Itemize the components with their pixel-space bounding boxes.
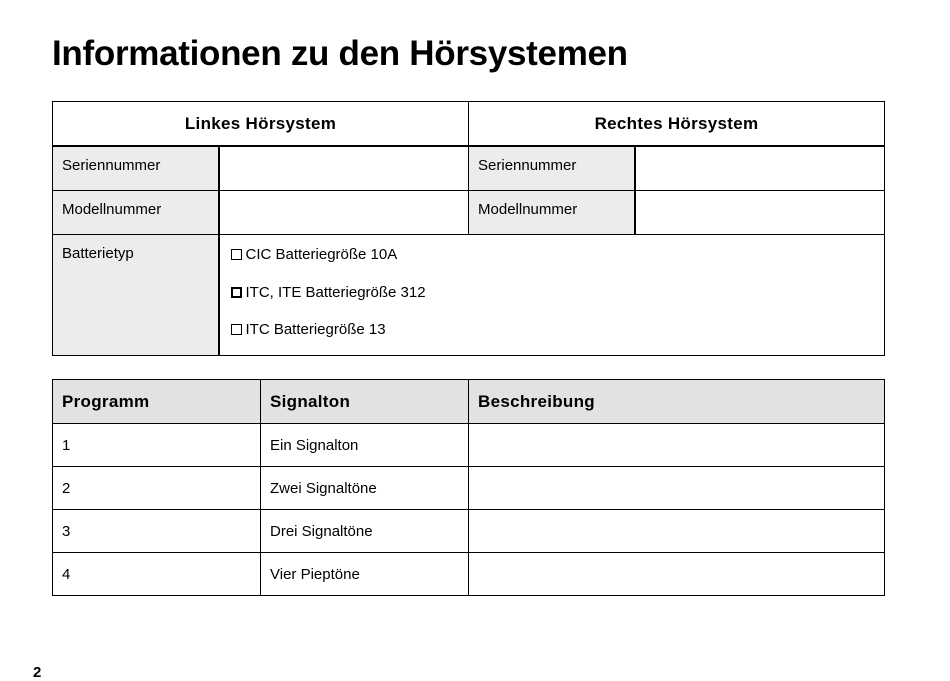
signal-tone: Drei Signaltöne [261, 510, 469, 553]
checkbox-icon[interactable] [231, 324, 242, 335]
battery-type-label: Batterietyp [53, 235, 219, 356]
table-row [53, 424, 885, 467]
right-model-label: Modellnummer [469, 191, 635, 235]
right-serial-field[interactable] [635, 146, 885, 191]
page-number: 2 [33, 664, 42, 681]
program-number: 3 [53, 510, 261, 553]
device-info-table [52, 101, 885, 356]
left-device-header: Linkes Hörsystem [53, 102, 469, 147]
checkbox-icon[interactable] [231, 249, 242, 260]
signal-tone: Ein Signalton [261, 424, 469, 467]
program-number: 2 [53, 467, 261, 510]
signal-tone: Zwei Signaltöne [261, 467, 469, 510]
battery-option-13[interactable] [231, 321, 885, 338]
battery-option-10a[interactable] [231, 246, 885, 263]
description-field[interactable] [469, 553, 885, 596]
left-serial-field[interactable] [219, 146, 469, 191]
page-title: Informationen zu den Hörsystemen [52, 34, 628, 73]
right-device-header: Rechtes Hörsystem [469, 102, 885, 147]
program-number: 4 [53, 553, 261, 596]
battery-option-label: CIC Batteriegröße 10A [245, 246, 398, 263]
left-model-label: Modellnummer [53, 191, 219, 235]
table-row [53, 510, 885, 553]
right-serial-label: Seriennummer [469, 146, 635, 191]
table-row [53, 553, 885, 596]
description-field[interactable] [469, 467, 885, 510]
left-model-field[interactable] [219, 191, 469, 235]
description-field[interactable] [469, 424, 885, 467]
column-header-program: Programm [53, 380, 261, 424]
right-model-field[interactable] [635, 191, 885, 235]
column-header-description: Beschreibung [469, 380, 885, 424]
checkbox-icon[interactable] [231, 287, 242, 298]
battery-options-cell [219, 235, 885, 356]
signal-tone: Vier Pieptöne [261, 553, 469, 596]
program-table [52, 379, 885, 596]
left-serial-label: Seriennummer [53, 146, 219, 191]
battery-option-312[interactable] [231, 284, 885, 301]
battery-option-label: ITC, ITE Batteriegröße 312 [245, 284, 426, 301]
table-row [53, 467, 885, 510]
battery-option-label: ITC Batteriegröße 13 [245, 321, 386, 338]
description-field[interactable] [469, 510, 885, 553]
column-header-signal: Signalton [261, 380, 469, 424]
program-number: 1 [53, 424, 261, 467]
